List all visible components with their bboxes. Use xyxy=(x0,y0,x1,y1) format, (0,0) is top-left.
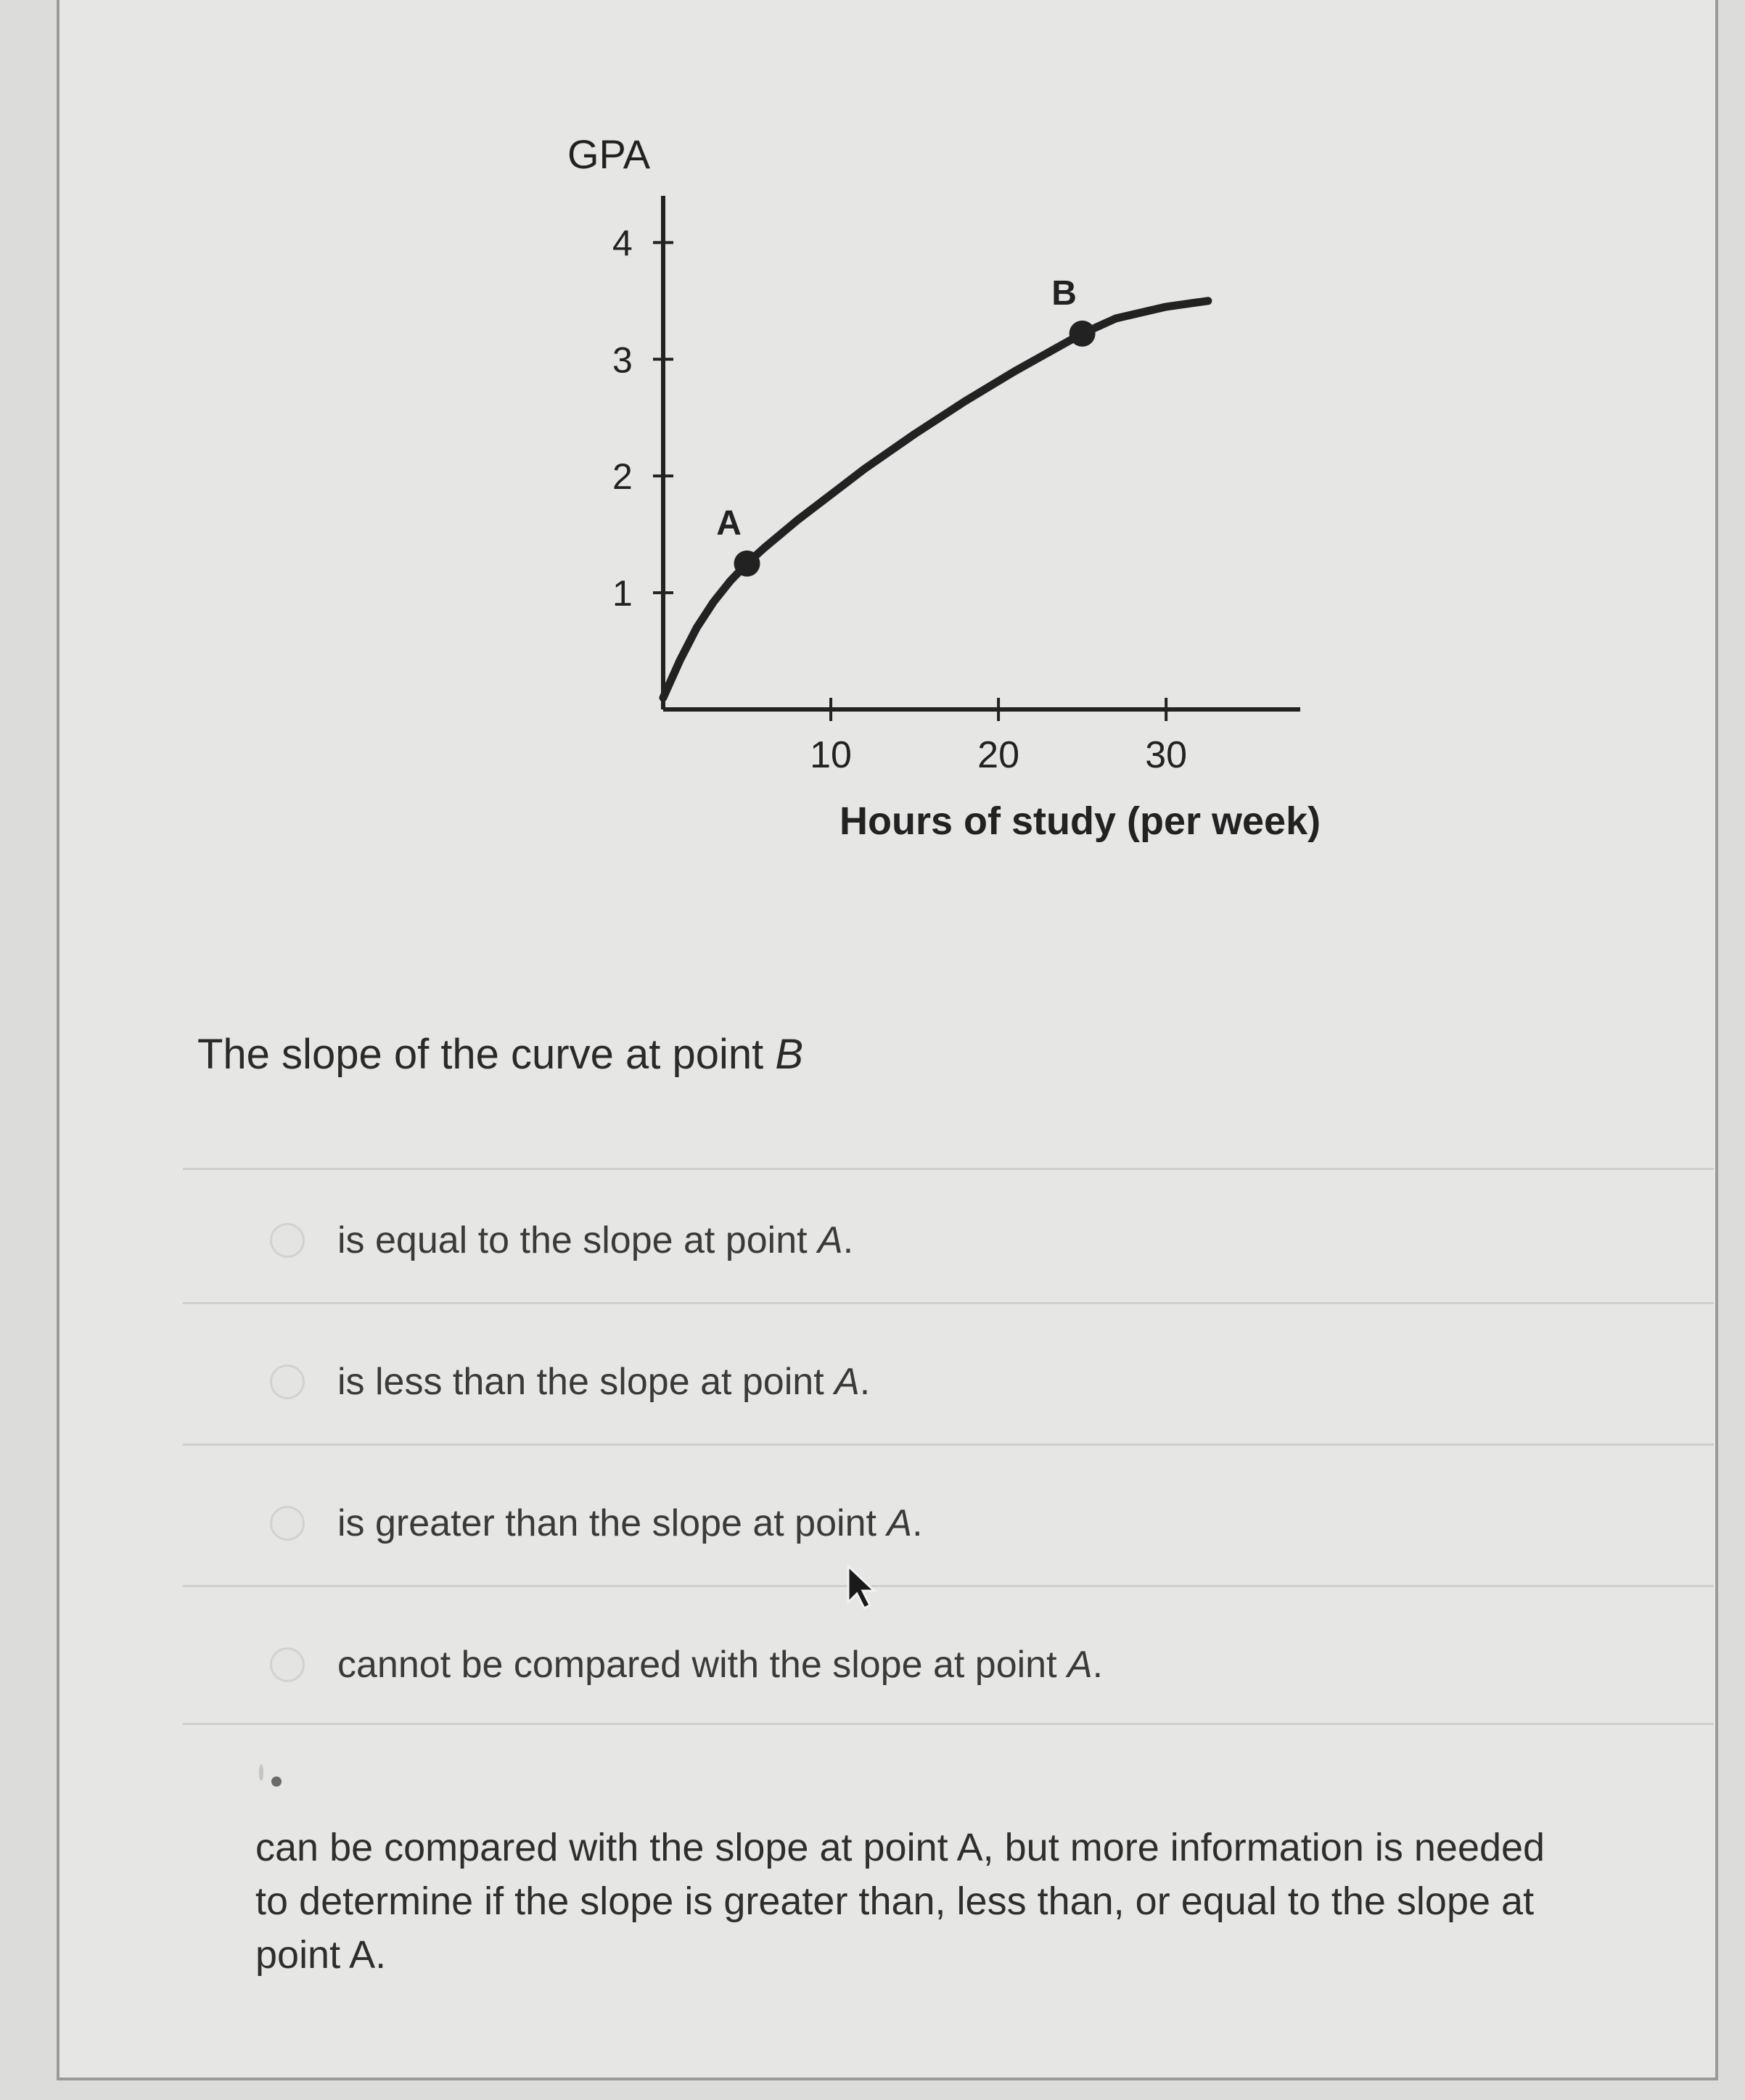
option-cannot-compare[interactable] xyxy=(270,1643,1103,1687)
gpa-chart xyxy=(567,123,1380,878)
divider xyxy=(183,1168,1714,1170)
x-tick-label: 30 xyxy=(1145,734,1188,776)
divider xyxy=(183,1302,1714,1304)
divider xyxy=(183,1444,1714,1446)
x-tick-label: 20 xyxy=(977,734,1020,776)
option-label: is greater than the slope at point A. xyxy=(337,1502,923,1544)
point-b-marker xyxy=(1069,321,1096,347)
question-prefix: The slope of the curve at point xyxy=(197,1031,776,1078)
y-tick-label: 1 xyxy=(612,573,633,614)
radio-button[interactable] xyxy=(270,1223,305,1258)
radio-button-selected[interactable] xyxy=(259,1764,263,1781)
divider xyxy=(183,1723,1714,1725)
option-label: is less than the slope at point A. xyxy=(337,1361,871,1403)
chart-svg xyxy=(567,123,1380,878)
point-a-marker xyxy=(734,551,760,577)
radio-button[interactable] xyxy=(270,1364,305,1399)
option-more-info[interactable]: can be compared with the slope at point A, but more information is needed to determine if the slope is greater than, less than, or equal to the slope at point A. xyxy=(255,1826,1545,1977)
point-a-label: A xyxy=(716,503,742,543)
gpa-curve xyxy=(663,301,1208,698)
y-tick-label: 4 xyxy=(612,223,633,264)
y-tick-label: 3 xyxy=(612,339,633,381)
x-axis-label: Hours of study (per week) xyxy=(839,799,1321,843)
y-axis-label: GPA xyxy=(567,131,651,177)
option-label: cannot be compared with the slope at point A. xyxy=(337,1644,1104,1686)
option-greater[interactable] xyxy=(270,1502,923,1545)
divider xyxy=(183,1585,1714,1587)
radio-button[interactable] xyxy=(270,1647,305,1682)
point-b-label: B xyxy=(1051,273,1077,313)
question-text xyxy=(197,1030,803,1079)
option-label: is equal to the slope at point A. xyxy=(337,1219,854,1261)
x-tick-label: 10 xyxy=(810,734,852,776)
y-tick-label: 2 xyxy=(612,456,633,498)
mouse-cursor-icon xyxy=(845,1563,879,1611)
option-less[interactable] xyxy=(270,1360,870,1404)
question-card xyxy=(57,0,1718,2080)
radio-button[interactable] xyxy=(270,1506,305,1541)
option-equal[interactable] xyxy=(270,1219,853,1262)
question-point: B xyxy=(775,1031,804,1078)
